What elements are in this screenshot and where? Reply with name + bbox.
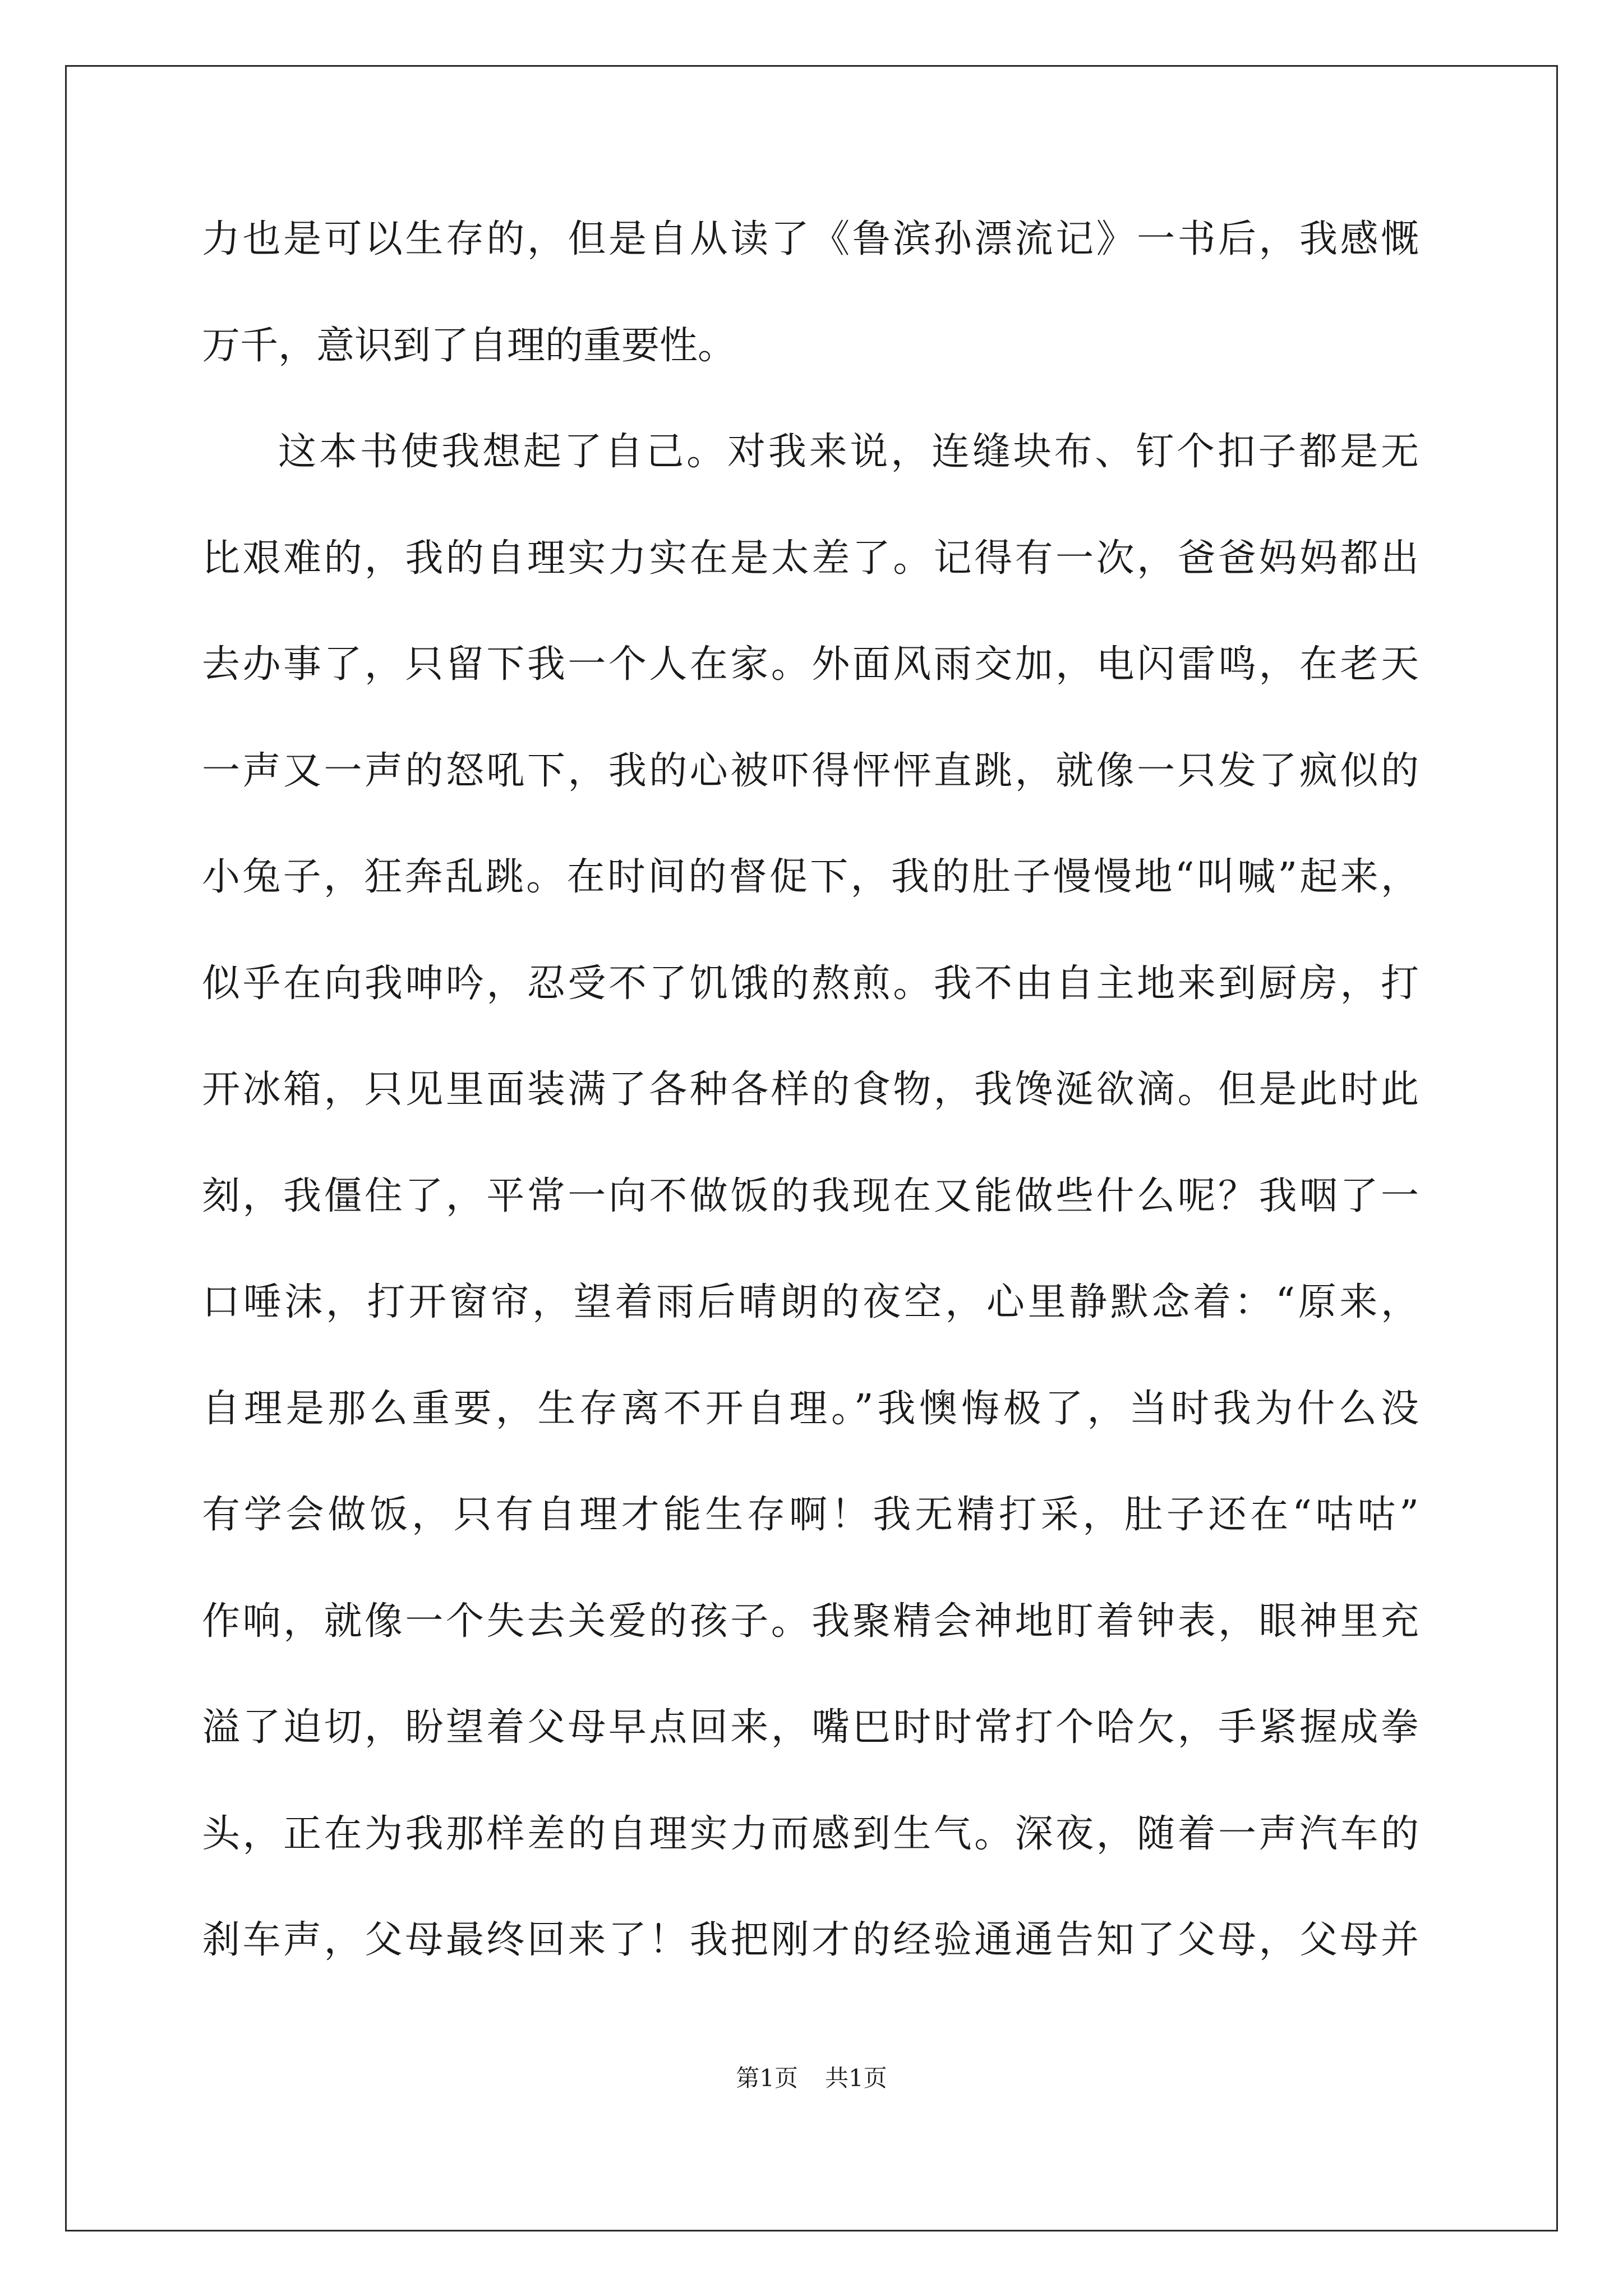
text-line-2: 万千，意识到了自理的重要性。 (202, 323, 736, 368)
text-line-17: 刹车声，父母最终回来了！我把刚才的经验通通告知了父母，父母并 (202, 1918, 1419, 1962)
text-line-11: 口唾沫，打开窗帘，望着雨后晴朗的夜空，心里静默念着：“原来， (202, 1280, 1419, 1324)
page-footer (0, 2064, 1623, 2092)
text-line-15: 溢了迫切，盼望着父母早点回来，嘴巴时时常打个哈欠，手紧握成拳 (202, 1705, 1419, 1750)
text-line-12: 自理是那么重要，生存离不开自理。”我懊悔极了，当时我为什么没 (202, 1386, 1419, 1431)
text-line-4: 比艰难的，我的自理实力实在是太差了。记得有一次，爸爸妈妈都出 (202, 536, 1419, 581)
text-line-5: 去办事了，只留下我一个人在家。外面风雨交加，电闪雷鸣，在老天 (202, 642, 1419, 687)
text-line-3: 这本书使我想起了自己。对我来说，连缝块布、钉个扣子都是无 (278, 430, 1419, 474)
text-line-8: 似乎在向我呻吟，忍受不了饥饿的熬煎。我不由自主地来到厨房，打 (202, 961, 1419, 1006)
text-line-10: 刻，我僵住了，平常一向不做饭的我现在又能做些什么呢？我咽了一 (202, 1174, 1419, 1218)
page-number: 第1页 (736, 2064, 798, 2092)
text-line-6: 一声又一声的怒吼下，我的心被吓得怦怦直跳，就像一只发了疯似的 (202, 748, 1419, 793)
text-line-13: 有学会做饭，只有自理才能生存啊！我无精打采，肚子还在“咕咕” (202, 1493, 1419, 1537)
text-line-7: 小兔子，狂奔乱跳。在时间的督促下，我的肚子慢慢地“叫喊”起来， (202, 855, 1419, 899)
text-line-1: 力也是可以生存的，但是自从读了《鲁滨孙漂流记》一书后，我感慨 (202, 217, 1419, 261)
page-total: 共1页 (825, 2064, 887, 2092)
text-line-9: 开冰箱，只见里面装满了各种各样的食物，我馋涎欲滴。但是此时此 (202, 1068, 1419, 1112)
text-line-14: 作响，就像一个失去关爱的孩子。我聚精会神地盯着钟表，眼神里充 (202, 1599, 1419, 1644)
document-body (202, 217, 1419, 2028)
text-line-16: 头，正在为我那样差的自理实力而感到生气。深夜，随着一声汽车的 (202, 1811, 1419, 1856)
